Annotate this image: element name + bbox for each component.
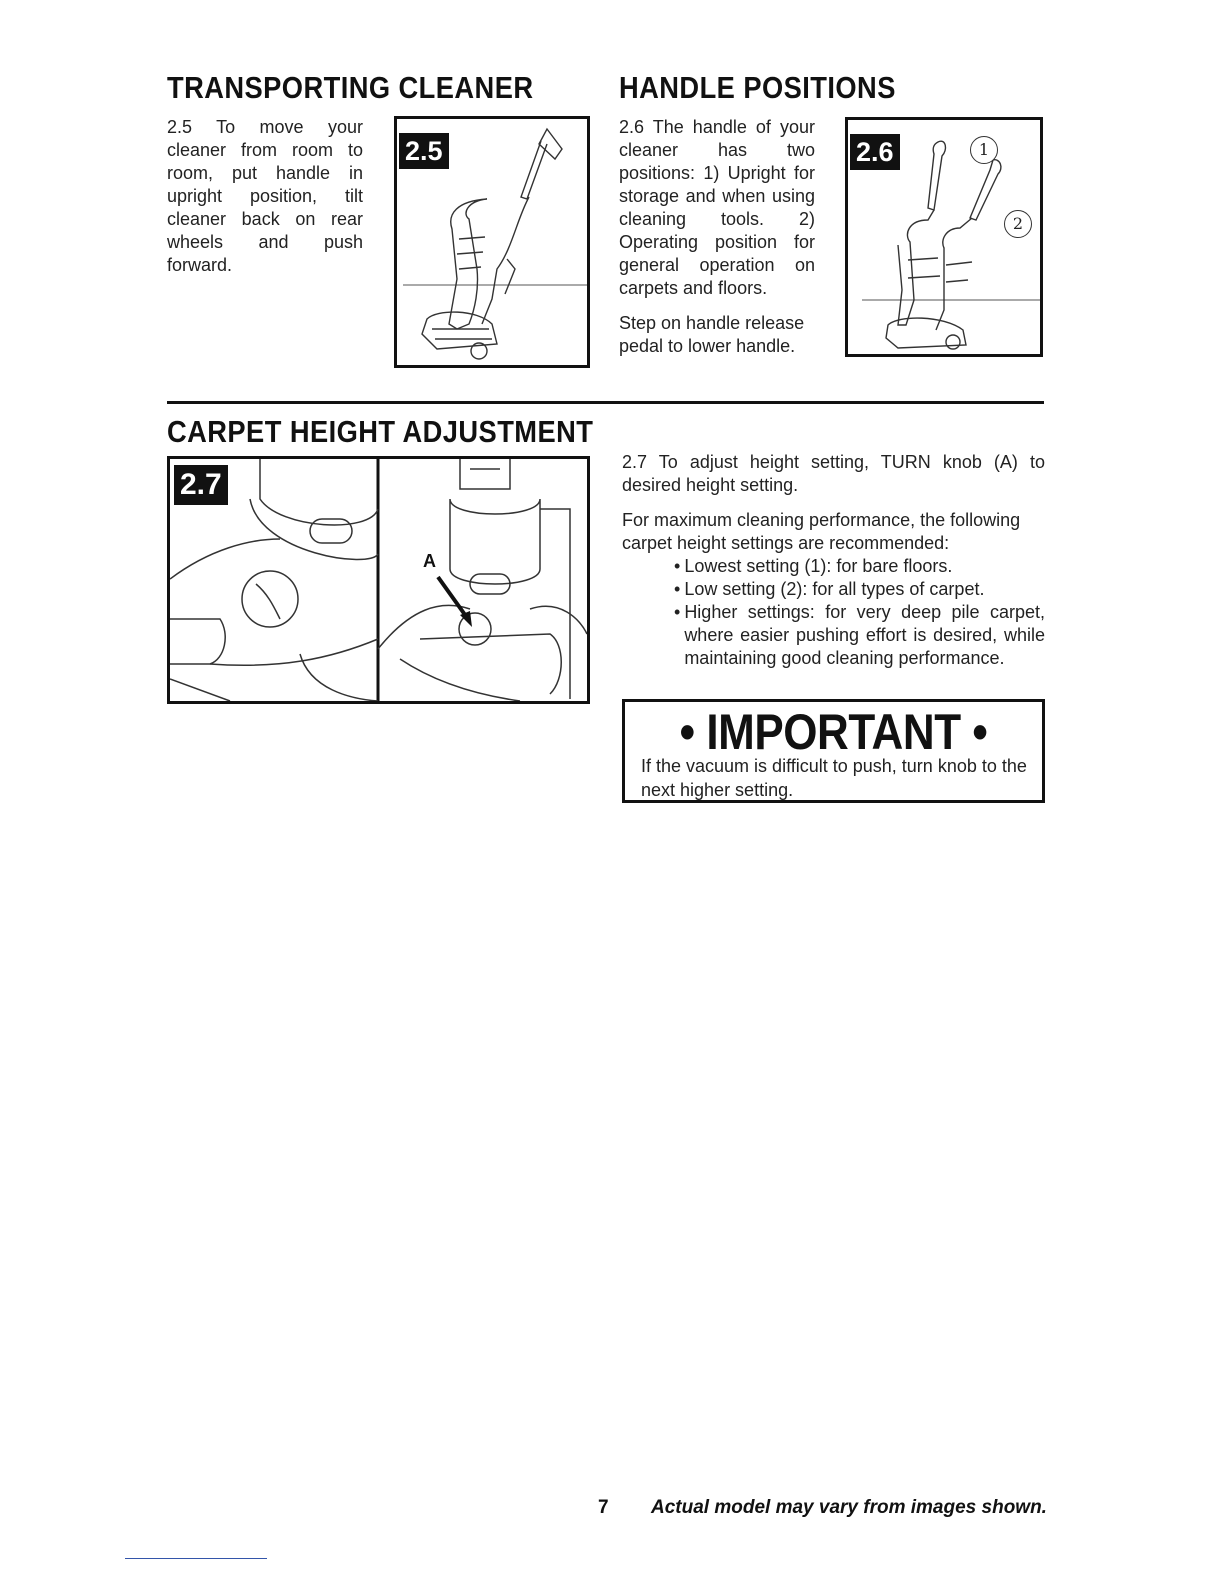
figure-2-7 — [167, 456, 590, 704]
figure-2-6 — [845, 117, 1043, 357]
figure-label-2-7: 2.7 — [174, 465, 228, 505]
footer-rule — [125, 1558, 267, 1559]
list-item: • Higher settings: for very deep pile carpet, where easier pushing effort is desired, while maintaining good cleaning performance. — [674, 602, 1045, 668]
carpet-heading: CARPET HEIGHT ADJUSTMENT — [167, 414, 594, 449]
transporting-heading: TRANSPORTING CLEANER — [167, 70, 534, 105]
handle-heading: HANDLE POSITIONS — [619, 70, 896, 105]
important-notice — [622, 699, 1045, 803]
handle-text-2: Step on handle release pedal to lower handle. — [619, 313, 805, 356]
carpet-settings-list — [674, 555, 1045, 670]
page-number: 7 — [598, 1497, 609, 1518]
carpet-text-1: 2.7 To adjust height setting, TURN knob (A) to desired height setting. — [622, 452, 1045, 495]
carpet-text-2: For maximum cleaning performance, the following carpet height settings are recommended: — [622, 510, 1021, 553]
carpet-height-knob-illustration — [170, 459, 587, 701]
position-marker-1: 1 — [970, 136, 998, 164]
important-text: If the vacuum is difficult to push, turn knob to the next higher setting. — [641, 756, 1027, 800]
figure-2-5 — [394, 116, 590, 368]
section-divider — [167, 401, 1044, 404]
list-item: • Lowest setting (1): for bare floors. — [674, 556, 953, 576]
transporting-text: 2.5 To move your cleaner from room to room, put handle in upright position, tilt cleaner back on rear wheels and push forward. — [167, 117, 363, 275]
carpet-text-container — [622, 451, 1045, 670]
important-title: • IMPORTANT • — [679, 704, 988, 760]
handle-text: 2.6 The handle of your cleaner has two positions: 1) Upright for storage and when using cleaning tools. 2) Operating position for general operation on carpets and floors. — [619, 117, 815, 298]
footer-note: Actual model may vary from images shown. — [651, 1497, 1047, 1518]
knob-a-label: A — [423, 551, 436, 571]
figure-label-2-5: 2.5 — [399, 133, 449, 169]
position-marker-2: 2 — [1004, 210, 1032, 238]
figure-label-2-6: 2.6 — [850, 134, 900, 170]
list-item: • Low setting (2): for all types of carpet. — [674, 579, 985, 599]
